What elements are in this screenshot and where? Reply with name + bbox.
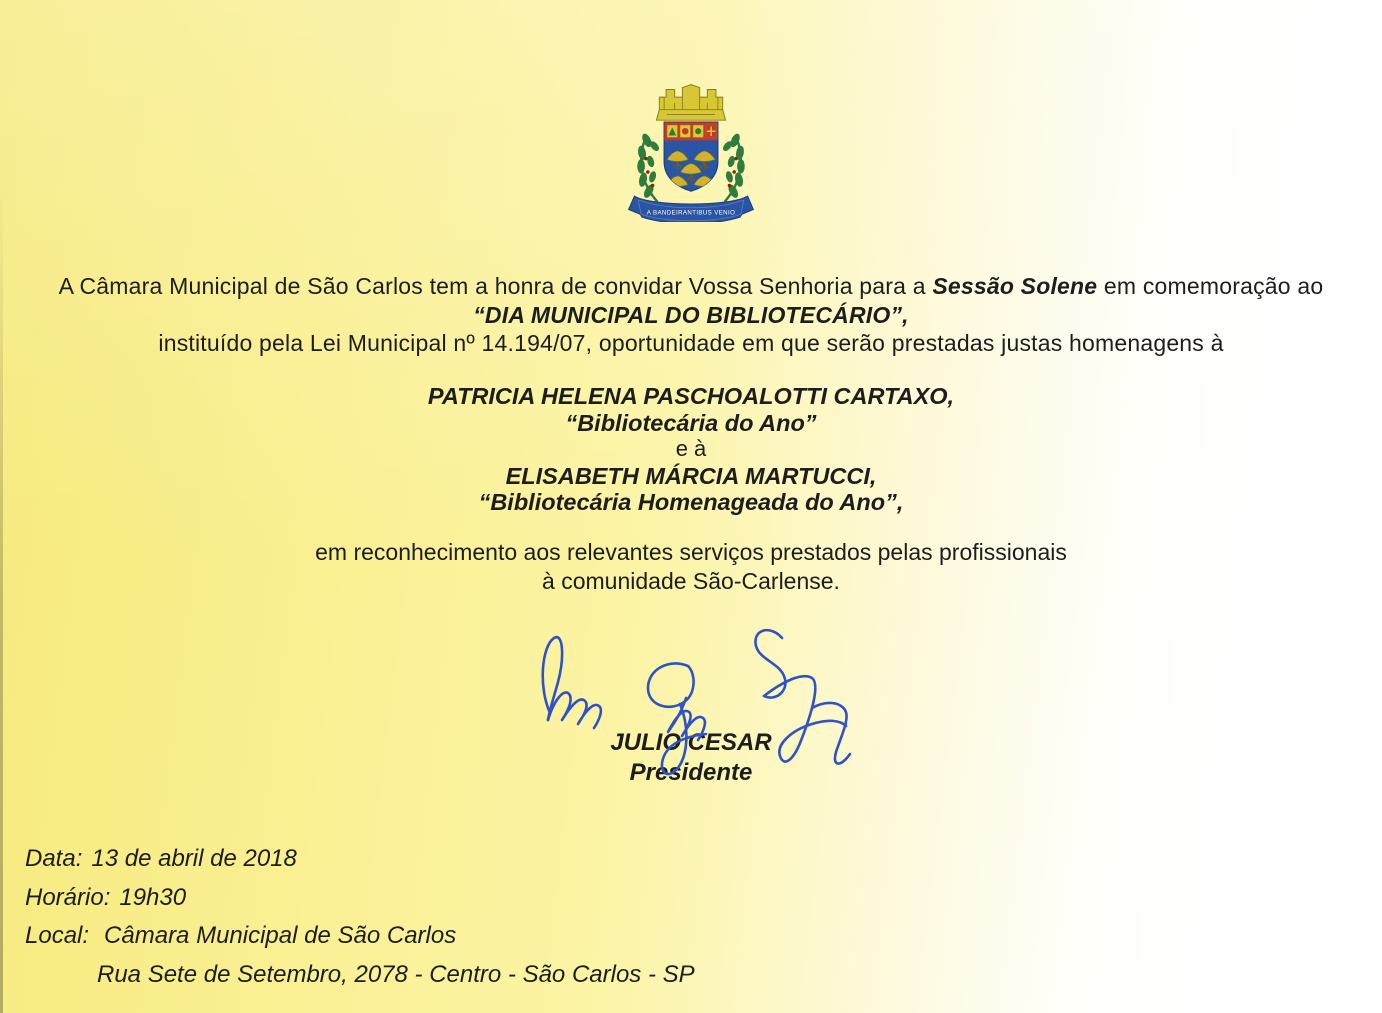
time-row: [25, 879, 695, 918]
date-row: [25, 840, 695, 879]
invitation-line-1: [0, 272, 1382, 301]
honorees-block: [0, 383, 1382, 516]
invitation-line-3: instituído pela Lei Municipal nº 14.194/07, oportunidade em que serão prestadas justas homenagens à: [158, 330, 1224, 356]
signer-role: Presidente: [629, 759, 753, 786]
time-value: 19h30: [119, 883, 187, 911]
place-row: [25, 917, 695, 956]
signer-name: JULIO CESAR: [610, 729, 772, 756]
laurel-branch-right-icon: [721, 132, 745, 202]
motto-text: A BANDEIRANTIBUS VENIO: [646, 209, 736, 217]
honoree-2-name: ELISABETH MÁRCIA MARTUCCI,: [505, 462, 877, 489]
time-label: Horário:: [25, 883, 111, 911]
invitation-line-1-before: A Câmara Municipal de São Carlos tem a honra de convidar Vossa Senhoria para a: [58, 273, 926, 299]
invitation-line-1-after: em comemoração ao: [1103, 273, 1324, 299]
acknowledgement-block: [0, 538, 1382, 596]
address-row: Rua Sete de Setembro, 2078 - Centro - São Carlos - SP: [97, 960, 695, 988]
handwritten-signature-icon: [520, 608, 865, 786]
session-name-emphasis: Sessão Solene: [932, 273, 1098, 299]
honorees-connector: e à: [675, 436, 707, 461]
shield-icon: [664, 122, 718, 192]
sao-carlos-coat-of-arms-icon: [619, 76, 763, 222]
place-label: Local:: [25, 922, 90, 949]
date-value: 13 de abril de 2018: [91, 845, 297, 872]
place-value: Câmara Municipal de São Carlos: [104, 922, 457, 949]
mural-crown-icon: [656, 85, 725, 121]
event-details-block: [25, 840, 695, 994]
honoree-1-name: PATRICIA HELENA PASCHOALOTTI CARTAXO,: [427, 383, 955, 409]
event-title: “DIA MUNICIPAL DO BIBLIOTECÁRIO”,: [473, 301, 909, 328]
honoree-2-title: “Bibliotecária Homenageada do Ano”,: [478, 489, 904, 515]
date-label: Data:: [25, 845, 83, 872]
laurel-branch-left-icon: [637, 132, 661, 202]
acknowledgement-line-1: em reconhecimento aos relevantes serviços prestados pelas profissionais: [315, 539, 1067, 565]
motto-ribbon-icon: [629, 196, 754, 222]
invitation-paragraph: [0, 272, 1382, 358]
acknowledgement-line-2: à comunidade São-Carlense.: [542, 568, 840, 594]
honoree-1-title: “Bibliotecária do Ano”: [565, 409, 817, 436]
